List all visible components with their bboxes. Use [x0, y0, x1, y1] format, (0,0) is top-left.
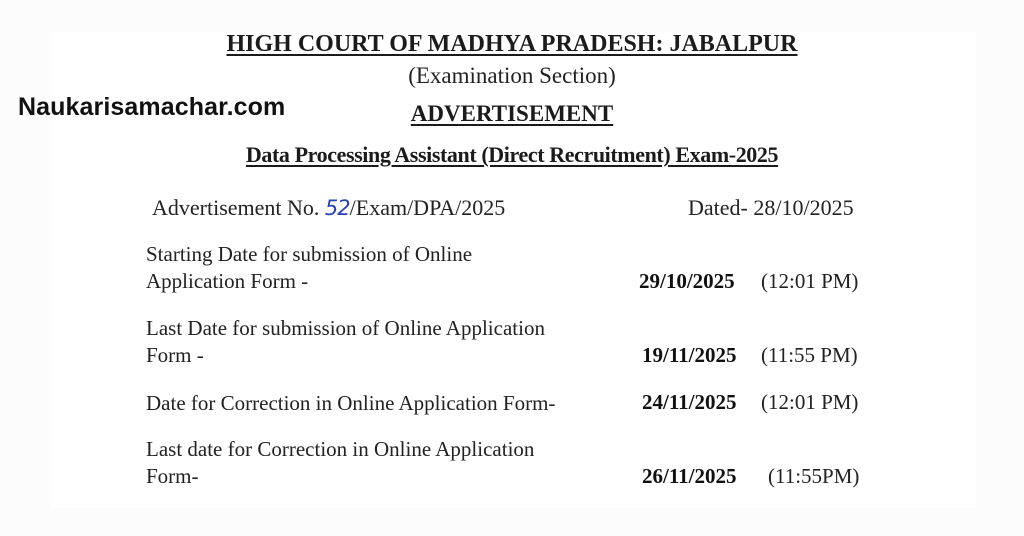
- site-watermark: Naukarisamachar.com: [18, 93, 286, 121]
- schedule-row: [146, 436, 886, 492]
- schedule-label-line1: Last Date for submission of Online Application: [146, 316, 545, 340]
- schedule-date: 19/11/2025: [642, 343, 737, 367]
- schedule-date: 29/10/2025: [639, 269, 735, 293]
- schedule-label: [146, 436, 534, 490]
- handwritten-number: 52: [324, 196, 350, 220]
- schedule-label-line2: Form-: [146, 464, 199, 488]
- schedule-time: (12:01 PM): [761, 390, 859, 414]
- court-heading: HIGH COURT OF MADHYA PRADESH: JABALPUR: [226, 31, 798, 57]
- schedule-time: (11:55 PM): [761, 343, 858, 367]
- schedule-label: [146, 241, 472, 295]
- schedule-date: 26/11/2025: [642, 464, 737, 488]
- section-subheading: (Examination Section): [408, 63, 616, 88]
- advertisement-number: [152, 195, 505, 221]
- schedule-row: [146, 315, 886, 371]
- schedule-label-line2: Application Form -: [146, 269, 309, 293]
- schedule-row: [146, 241, 886, 297]
- schedule-date: 24/11/2025: [642, 390, 737, 414]
- schedule-label: [146, 315, 545, 369]
- schedule-label-line2: Form -: [146, 343, 204, 367]
- schedule-time: (11:55PM): [768, 464, 860, 488]
- advertisement-date: Dated- 28/10/2025: [688, 195, 854, 220]
- schedule-label-line1: Starting Date for submission of Online: [146, 242, 473, 266]
- schedule-row: [146, 390, 886, 418]
- advertisement-suffix: /Exam/DPA/2025: [349, 195, 506, 220]
- advertisement-heading: ADVERTISEMENT: [410, 101, 614, 126]
- advertisement-prefix: Advertisement No.: [152, 195, 320, 220]
- schedule-label-line1: Date for Correction in Online Application Form-: [146, 391, 556, 415]
- exam-title: Data Processing Assistant (Direct Recruitment) Exam-2025: [245, 142, 779, 167]
- schedule-label: [146, 390, 555, 417]
- schedule-time: (12:01 PM): [761, 269, 859, 293]
- schedule-label-line1: Last date for Correction in Online Application: [146, 437, 535, 461]
